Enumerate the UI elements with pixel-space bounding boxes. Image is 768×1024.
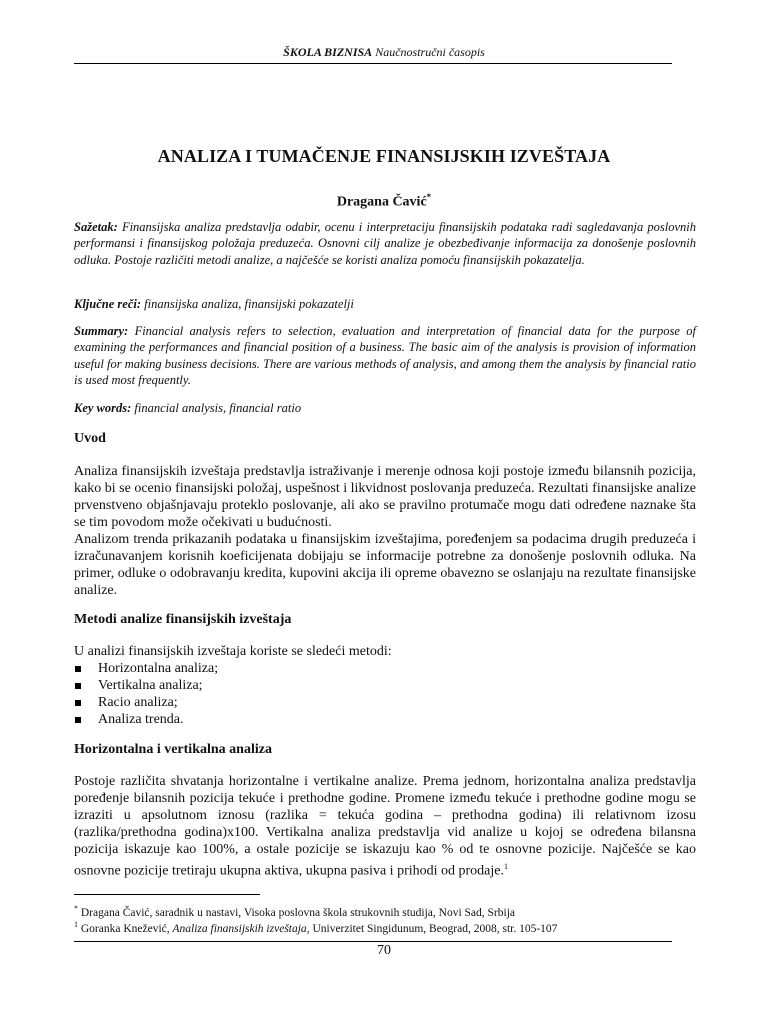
heading-uvod: Uvod xyxy=(74,431,106,446)
footnote-ref: 1 xyxy=(504,862,508,871)
abstract-english-label: Summary: xyxy=(74,324,129,338)
uvod-paragraph-1: Analiza finansijskih izveštaja predstavlja istraživanje i merenje odnosa koji postoje između bilansnih pozicija, kako bi se ocenio finansijski položaj, uspešnost i likvidnost poslovanja preduzeća. Rezultati finansijske analize prvenstveno objašnjavaju proteklo poslovanje, ali ako se pravilno protumače mogu dati određene naznake šta se tim povodom može očekivati u budućnosti. xyxy=(74,464,696,530)
running-head xyxy=(0,45,768,60)
author-line xyxy=(0,192,768,211)
bullet-icon xyxy=(75,666,81,672)
author-footnote-mark: * xyxy=(426,192,432,202)
horizontalna-paragraph xyxy=(74,773,696,880)
methods-list xyxy=(74,660,696,728)
author-name: Dragana Čavić xyxy=(336,194,427,210)
list-item: Analiza trenda. xyxy=(74,711,696,728)
heading-horizontalna: Horizontalna i vertikalna analiza xyxy=(74,742,272,757)
list-item: Racio analiza; xyxy=(74,694,696,711)
keywords-english-label: Key words: xyxy=(74,401,132,415)
keywords-english xyxy=(74,401,696,416)
abstract-serbian-text: Finansijska analiza predstavlja odabir, ocenu i interpretaciju finansijskih podataka radi sagledavanja poslovnih performansi i finansijskog položaja preduzeća. Osnovni cilj analize je obezbeđivanje informacija za donošenje poslovnih odluka. Postoje različiti metodi analize, a najčešće se koristi analiza pomoću finansijskih pokazatelja. xyxy=(74,220,697,267)
footnote-text: Dragana Čavić, saradnik u nastavi, Visoka poslovna škola strukovnih studija, Novi Sad, Srbija xyxy=(80,906,515,919)
abstract-english-text: Financial analysis refers to selection, evaluation and interpretation of financial data for the purpose of examining the performances and financial position of a business. The basic aim of the analysis is provision of information useful for making business decisions. There are various methods of analysis, and among them the analysis by financial ratio is used most frequently. xyxy=(74,324,696,388)
footnote-mark: * xyxy=(74,904,78,913)
heading-metodi: Metodi analize finansijskih izveštaja xyxy=(74,612,292,627)
footnote-text-pre: Goranka Knežević, xyxy=(80,922,170,935)
paper-title: ANALIZA I TUMAČENJE FINANSIJSKIH IZVEŠTAJA xyxy=(157,146,611,166)
footnote-text-post: , Univerzitet Singidunum, Beograd, 2008, str. 105-107 xyxy=(306,922,558,935)
bullet-icon xyxy=(75,683,81,689)
footnote-mark: 1 xyxy=(74,920,78,929)
journal-name: ŠKOLA BIZNISA xyxy=(283,45,373,59)
keywords-serbian-label: Ključne reči: xyxy=(74,297,142,311)
keywords-serbian-text: finansijska analiza, finansijski pokazatelji xyxy=(144,297,354,311)
abstract-serbian xyxy=(74,219,696,268)
list-item: Horizontalna analiza; xyxy=(74,660,696,677)
uvod-paragraph-2: Analizom trenda prikazanih podataka u finansijskim izveštajima, poređenjem sa podacima drugih preduzeća i izračunavanjem korisnih koeficijenata dobijaju se informacije potrebne za donošenje poslovnih odluka. Na primer, odluke o odobravanju kredita, kupovini akcija ili opreme obavezno se oslanjaju na rezultate finansijske analize. xyxy=(74,532,696,598)
list-item: Vertikalna analiza; xyxy=(74,677,696,694)
journal-subtitle: Naučnostručni časopis xyxy=(375,45,485,59)
header-rule xyxy=(74,63,672,64)
metodi-intro: U analizi finansijskih izveštaja koriste se sledeći metodi: xyxy=(74,644,392,659)
abstract-english xyxy=(74,323,696,389)
bullet-icon xyxy=(75,700,81,706)
bullet-icon xyxy=(75,717,81,723)
footer-rule xyxy=(74,941,672,942)
keywords-serbian xyxy=(74,297,696,312)
footnote-reference xyxy=(74,918,696,936)
footnote-rule xyxy=(74,894,260,895)
horizontalna-text: Postoje različita shvatanja horizontalne i vertikalne analize. Prema jednom, horizontalna analiza predstavlja poređenje bilansnih pozicija tekuće i prethodne godine. Promene između tekuće i prethodne godine mogu se izraziti u apsolutnom iznosu (razlika = tekuća godina – prethodna godina) ili relativnom izosu (razlika/prethodna godina)x100. Vertikalna analiza predstavlja vid analize u kojoj se određena bilansna pozicija iskazuje kao 100%, a ostale pozicije se iskazuju kao % od te osnovne pozicije. Najčešće se kao osnovne pozicije tretiraju ukupna aktiva, ukupna pasiva i prihodi od prodaje. xyxy=(74,774,696,879)
page-number: 70 xyxy=(377,943,391,958)
footnote-book-title: Analiza finansijskih izveštaja xyxy=(172,922,307,935)
keywords-english-text: financial analysis, financial ratio xyxy=(134,401,302,415)
abstract-serbian-label: Sažetak: xyxy=(74,220,118,234)
